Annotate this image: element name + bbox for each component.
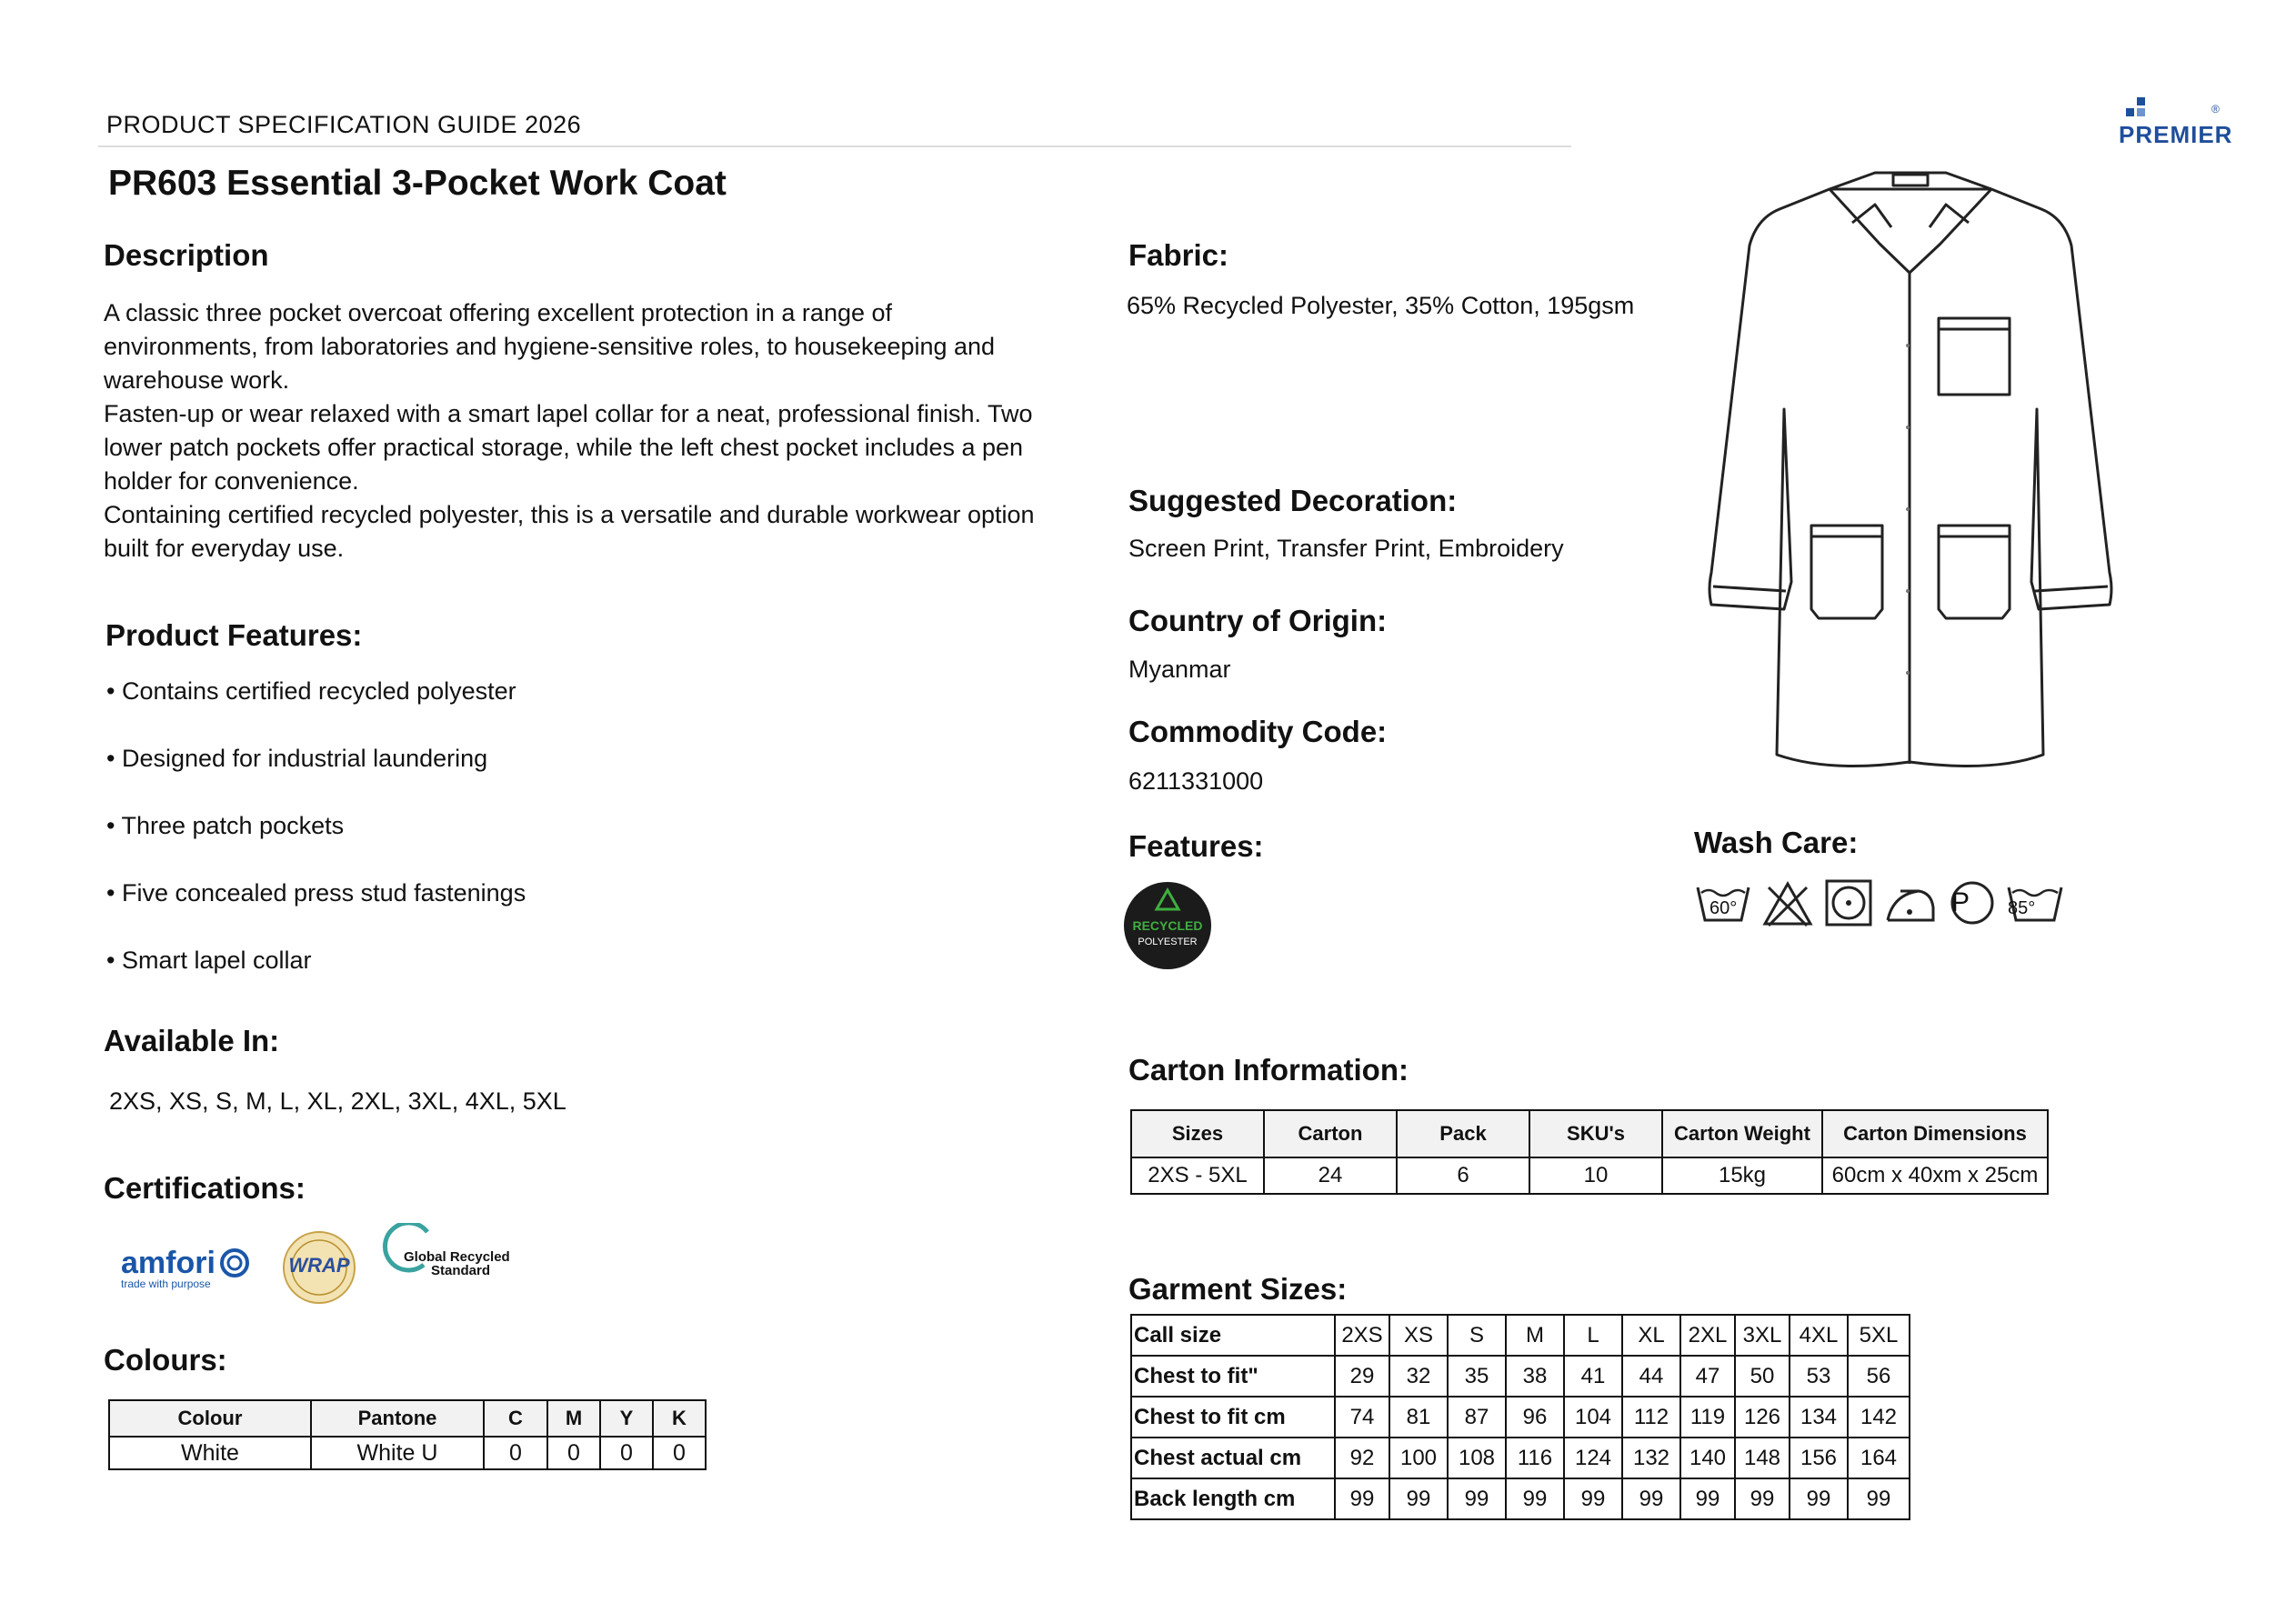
table-cell: XS [1389, 1315, 1448, 1356]
tumble-dry-icon [1824, 878, 1873, 927]
description-line: Fasten-up or wear relaxed with a smart lapel collar for a neat, professional finish. Two [104, 400, 1033, 427]
table-row [1131, 1315, 1910, 1356]
list-item: • Smart lapel collar [106, 947, 312, 974]
row-label: Back length cm [1131, 1478, 1335, 1519]
table-cell: 81 [1389, 1397, 1448, 1438]
table-header: Pantone [311, 1400, 484, 1437]
table-cell: 156 [1790, 1438, 1848, 1478]
grs-line: Global Recycled [404, 1249, 510, 1265]
table-cell: 0 [600, 1437, 653, 1469]
work-coat-icon [1693, 155, 2121, 782]
dry-temp-label: 85° [2008, 898, 2036, 918]
origin-value: Myanmar [1128, 656, 1231, 683]
description-line: holder for convenience. [104, 467, 359, 495]
table-cell: 2XS - 5XL [1131, 1157, 1264, 1194]
grs-logo [380, 1223, 516, 1314]
garment-sizes-table [1130, 1314, 1910, 1520]
table-row [1131, 1356, 1910, 1397]
table-cell: 0 [653, 1437, 706, 1469]
brand-name: PREMIER [2119, 121, 2233, 148]
table-row [109, 1437, 706, 1469]
garment-sizes-heading: Garment Sizes: [1128, 1272, 1348, 1306]
grs-line: Standard [431, 1263, 491, 1278]
description-line: Containing certified recycled polyester, this is a versatile and durable workwear option [104, 501, 1035, 528]
table-cell: 99 [1680, 1478, 1735, 1519]
table-cell: 44 [1622, 1356, 1680, 1397]
table-cell: 41 [1564, 1356, 1622, 1397]
list-item: • Three patch pockets [106, 812, 345, 839]
table-cell: 99 [1735, 1478, 1790, 1519]
description-heading: Description [104, 238, 269, 272]
table-cell: 99 [1564, 1478, 1622, 1519]
fabric-heading: Fabric: [1128, 238, 1229, 272]
amfori-wordmark: amfori [121, 1246, 216, 1280]
table-header: K [653, 1400, 706, 1437]
row-label: Chest to fit cm [1131, 1397, 1335, 1438]
table-cell: 50 [1735, 1356, 1790, 1397]
decoration-value: Screen Print, Transfer Print, Embroidery [1128, 535, 1564, 562]
table-row [1131, 1397, 1910, 1438]
table-row [109, 1400, 706, 1437]
carton-table [1130, 1109, 2049, 1195]
table-cell: 0 [484, 1437, 547, 1469]
table-cell: 124 [1564, 1438, 1622, 1478]
table-cell: 96 [1506, 1397, 1564, 1438]
table-cell: 2XS [1335, 1315, 1389, 1356]
recycle-icon [1149, 887, 1186, 915]
wrap-logo [282, 1230, 356, 1305]
description-line: lower patch pockets offer practical storage, while the left chest pocket includes a pen [104, 434, 1024, 461]
row-label: Call size [1131, 1315, 1335, 1356]
table-cell: 142 [1848, 1397, 1910, 1438]
table-cell: 32 [1389, 1356, 1448, 1397]
wash-care-heading: Wash Care: [1694, 826, 1859, 859]
list-item: • Designed for industrial laundering [106, 745, 488, 772]
table-header: Pack [1397, 1110, 1529, 1157]
table-cell: 4XL [1790, 1315, 1848, 1356]
table-cell: 0 [547, 1437, 600, 1469]
header-divider [98, 145, 1571, 147]
table-cell: 99 [1389, 1478, 1448, 1519]
row-label: Chest actual cm [1131, 1438, 1335, 1478]
table-cell: 99 [1448, 1478, 1506, 1519]
grs-text [404, 1250, 510, 1277]
table-cell: 134 [1790, 1397, 1848, 1438]
table-header: C [484, 1400, 547, 1437]
badge-line: POLYESTER [1138, 937, 1198, 947]
table-cell: 99 [1848, 1478, 1910, 1519]
colours-table [108, 1399, 707, 1470]
list-item: • Contains certified recycled polyester [106, 677, 516, 705]
table-cell: White U [311, 1437, 484, 1469]
table-cell: 15kg [1662, 1157, 1822, 1194]
table-cell: 164 [1848, 1438, 1910, 1478]
table-cell: M [1506, 1315, 1564, 1356]
table-cell: 35 [1448, 1356, 1506, 1397]
table-cell: 47 [1680, 1356, 1735, 1397]
table-header: Colour [109, 1400, 311, 1437]
table-cell: 99 [1506, 1478, 1564, 1519]
table-cell: 126 [1735, 1397, 1790, 1438]
description-line: built for everyday use. [104, 535, 345, 562]
guide-title: PRODUCT SPECIFICATION GUIDE 2026 [106, 111, 582, 138]
amfori-logo [121, 1246, 250, 1290]
description-line: A classic three pocket overcoat offering excellent protection in a range of [104, 299, 893, 326]
available-sizes: 2XS, XS, S, M, L, XL, 2XL, 3XL, 4XL, 5XL [109, 1087, 566, 1115]
product-features-heading: Product Features: [105, 618, 363, 652]
table-cell: 132 [1622, 1438, 1680, 1478]
table-row [1131, 1110, 2048, 1157]
table-cell: 92 [1335, 1438, 1389, 1478]
table-cell: White [109, 1437, 311, 1469]
table-cell: 5XL [1848, 1315, 1910, 1356]
features-heading: Features: [1128, 829, 1264, 863]
commodity-value: 6211331000 [1128, 767, 1264, 795]
colours-heading: Colours: [104, 1343, 227, 1377]
table-header: M [547, 1400, 600, 1437]
table-cell: S [1448, 1315, 1506, 1356]
table-cell: 10 [1529, 1157, 1662, 1194]
table-header: Carton [1264, 1110, 1397, 1157]
table-cell: 100 [1389, 1438, 1448, 1478]
table-header: SKU's [1529, 1110, 1662, 1157]
table-cell: 53 [1790, 1356, 1848, 1397]
list-item: • Five concealed press stud fastenings [106, 879, 526, 907]
amfori-tagline: trade with purpose [121, 1277, 211, 1290]
table-cell: 56 [1848, 1356, 1910, 1397]
table-cell: 60cm x 40xm x 25cm [1822, 1157, 2048, 1194]
table-cell: 99 [1335, 1478, 1389, 1519]
fabric-value: 65% Recycled Polyester, 35% Cotton, 195gsm [1127, 292, 1635, 319]
decoration-heading: Suggested Decoration: [1128, 484, 1458, 517]
table-cell: 99 [1622, 1478, 1680, 1519]
wash-care-icons [1694, 878, 2070, 932]
table-header: Y [600, 1400, 653, 1437]
table-cell: XL [1622, 1315, 1680, 1356]
origin-heading: Country of Origin: [1128, 604, 1388, 637]
table-cell: 99 [1790, 1478, 1848, 1519]
table-cell: 3XL [1735, 1315, 1790, 1356]
description-text [104, 296, 1104, 566]
row-label: Chest to fit" [1131, 1356, 1335, 1397]
table-cell: 104 [1564, 1397, 1622, 1438]
table-header: Carton Weight [1662, 1110, 1822, 1157]
table-cell: 112 [1622, 1397, 1680, 1438]
table-row [1131, 1438, 1910, 1478]
table-cell: 74 [1335, 1397, 1389, 1438]
table-header: Sizes [1131, 1110, 1264, 1157]
coat-illustration [1693, 155, 2121, 782]
table-cell: 29 [1335, 1356, 1389, 1397]
table-cell: 2XL [1680, 1315, 1735, 1356]
table-cell: 38 [1506, 1356, 1564, 1397]
table-cell: L [1564, 1315, 1622, 1356]
recycled-polyester-badge [1124, 882, 1211, 969]
table-row [1131, 1157, 2048, 1194]
table-row [1131, 1478, 1910, 1519]
table-cell: 6 [1397, 1157, 1529, 1194]
carton-heading: Carton Information: [1128, 1053, 1409, 1087]
description-line: environments, from laboratories and hygiene-sensitive roles, to housekeeping and [104, 333, 996, 360]
amfori-ring-icon [219, 1247, 250, 1278]
iron-low-icon [1882, 880, 1939, 927]
brand-registered: ® [2211, 103, 2220, 115]
description-line: warehouse work. [104, 366, 290, 394]
product-title: PR603 Essential 3-Pocket Work Coat [108, 164, 727, 203]
badge-line: RECYCLED [1132, 918, 1203, 933]
table-cell: 116 [1506, 1438, 1564, 1478]
available-heading: Available In: [104, 1024, 280, 1057]
table-header: Carton Dimensions [1822, 1110, 2048, 1157]
dry-clean-label: P [1951, 887, 1970, 917]
commodity-heading: Commodity Code: [1128, 715, 1388, 748]
premier-logo-mark-icon [2126, 95, 2162, 123]
table-cell: 140 [1680, 1438, 1735, 1478]
table-cell: 119 [1680, 1397, 1735, 1438]
table-cell: 108 [1448, 1438, 1506, 1478]
table-cell: 87 [1448, 1397, 1506, 1438]
wrap-text: WRAP [288, 1254, 350, 1277]
table-cell: 24 [1264, 1157, 1397, 1194]
wash-temp-label: 60° [1709, 898, 1738, 918]
certifications-heading: Certifications: [104, 1171, 306, 1205]
table-cell: 148 [1735, 1438, 1790, 1478]
do-not-bleach-icon [1761, 880, 1814, 927]
